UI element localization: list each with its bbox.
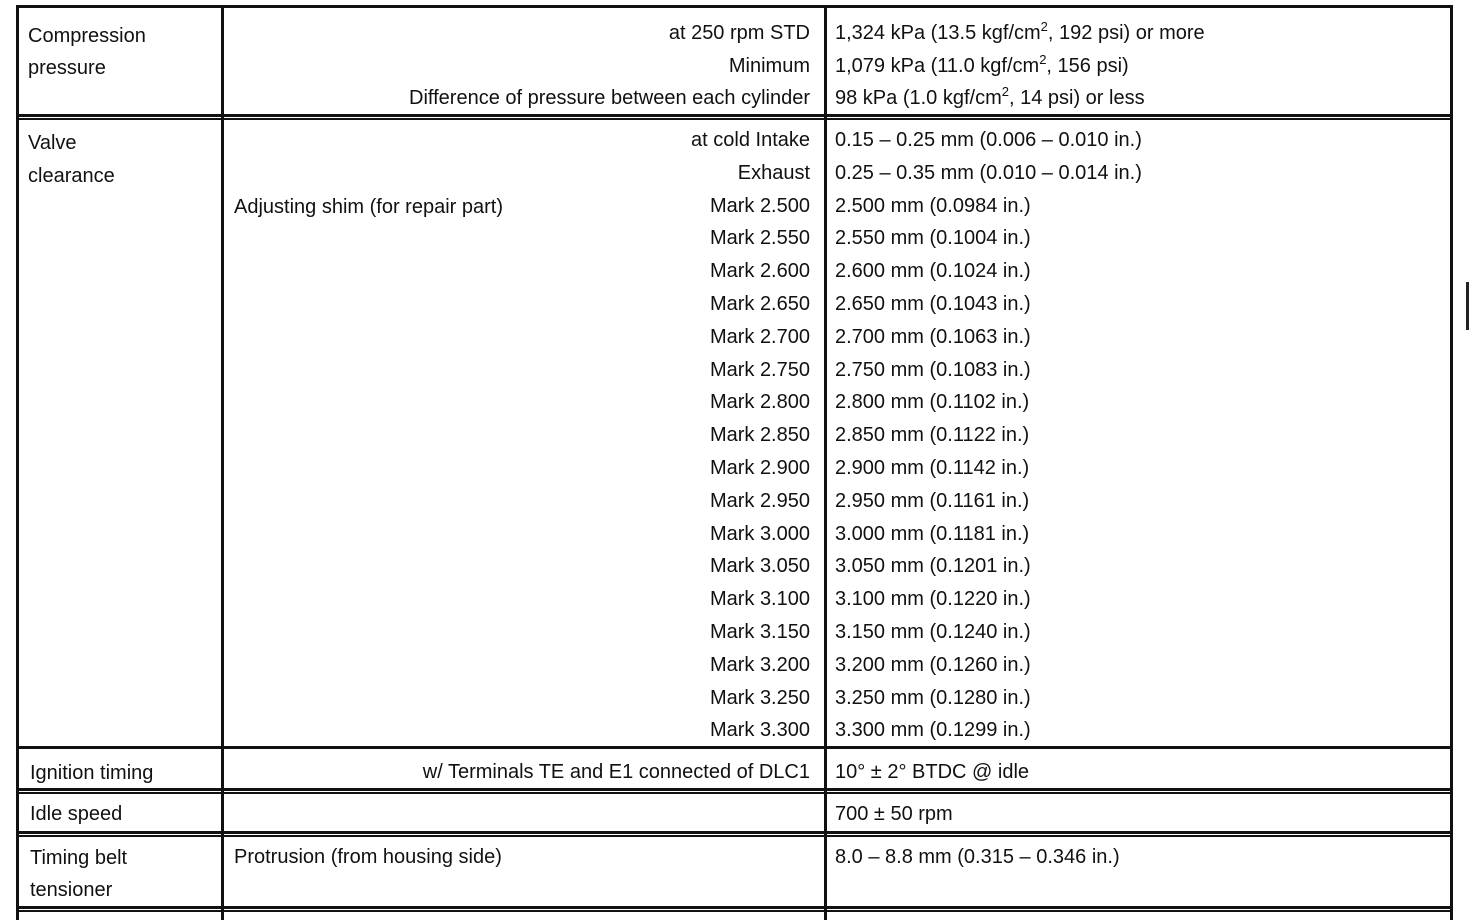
compression-value-difference: 98 kPa (1.0 kgf/$cm^2$, 14 psi) or less	[835, 84, 1145, 109]
valve-value: 2.800 mm (0.1102 in.)	[835, 391, 1030, 413]
row-divider-idle-double	[16, 835, 1453, 837]
valve-value: 3.150 mm (0.1240 in.)	[835, 621, 1031, 643]
row-divider-compression-double	[16, 118, 1453, 120]
valve-value: 3.050 mm (0.1201 in.)	[835, 555, 1031, 577]
valve-condition: Mark 2.900	[709, 457, 810, 479]
page-edge-mark	[1466, 282, 1469, 330]
valve-condition: Mark 2.500	[709, 195, 810, 217]
valve-value: 2.850 mm (0.1122 in.)	[835, 424, 1030, 446]
valve-value: 2.750 mm (0.1083 in.)	[835, 359, 1031, 381]
valve-condition: Mark 3.050	[709, 555, 810, 577]
valve-value: 3.000 mm (0.1181 in.)	[835, 523, 1030, 545]
valve-value: 2.900 mm (0.1142 in.)	[835, 457, 1030, 479]
valve-condition: Mark 2.750	[709, 359, 810, 381]
compression-condition-minimum: Minimum	[728, 55, 810, 77]
valve-condition: at cold Intake	[691, 129, 810, 151]
valve-condition: Mark 3.300	[709, 719, 810, 741]
valve-value: 2.600 mm (0.1024 in.)	[835, 260, 1031, 282]
compression-value-minimum: 1,079 kPa (11.0 kgf/$cm^2$, 156 psi)	[835, 52, 1129, 77]
valve-value: 3.300 mm (0.1299 in.)	[835, 719, 1031, 741]
compression-condition-difference: Difference of pressure between each cylinder	[409, 87, 810, 109]
valve-value: 2.500 mm (0.0984 in.)	[835, 195, 1031, 217]
tensioner-label-line2: tensioner	[30, 879, 113, 901]
table-left-rule	[16, 5, 19, 920]
valve-condition: Mark 3.000	[709, 523, 810, 545]
column-rule-2	[824, 5, 827, 920]
ignition-label: Ignition timing	[30, 762, 154, 784]
row-divider-tensioner	[16, 906, 1453, 909]
valve-condition: Exhaust	[737, 162, 810, 184]
valve-value: 2.700 mm (0.1063 in.)	[835, 326, 1031, 348]
idle-label: Idle speed	[30, 803, 123, 825]
compression-label-line2: pressure	[28, 57, 106, 79]
adjusting-shim-label: Adjusting shim (for repair part)	[234, 196, 503, 218]
column-rule-1	[221, 5, 224, 920]
ignition-value: 10° ± 2° BTDC @ idle	[835, 761, 1030, 783]
valve-value: 3.250 mm (0.1280 in.)	[835, 687, 1031, 709]
compression-condition-std: at 250 rpm STD	[668, 22, 810, 44]
idle-value: 700 ± 50 rpm	[835, 803, 953, 825]
compression-label-line1: Compression	[28, 25, 146, 47]
valve-condition: Mark 2.850	[709, 424, 810, 446]
valve-value: 2.550 mm (0.1004 in.)	[835, 227, 1031, 249]
valve-condition: Mark 2.600	[709, 260, 810, 282]
valve-condition: Mark 2.700	[709, 326, 810, 348]
valve-value: 3.200 mm (0.1260 in.)	[835, 654, 1031, 676]
valve-condition: Mark 3.200	[709, 654, 810, 676]
table-top-rule	[16, 5, 1453, 8]
ignition-condition: w/ Terminals TE and E1 connected of DLC1	[422, 761, 810, 783]
row-divider-tensioner-double	[16, 910, 1453, 912]
valve-condition: Mark 3.100	[709, 588, 810, 610]
valve-value: 2.950 mm (0.1161 in.)	[835, 490, 1030, 512]
valve-value: 2.650 mm (0.1043 in.)	[835, 293, 1031, 315]
valve-condition: Mark 3.150	[709, 621, 810, 643]
valve-condition: Mark 2.650	[709, 293, 810, 315]
row-divider-idle	[16, 831, 1453, 834]
valve-condition: Mark 3.250	[709, 687, 810, 709]
valve-value: 0.15 – 0.25 mm (0.006 – 0.010 in.)	[835, 129, 1142, 151]
tensioner-label-line1: Timing belt	[30, 847, 128, 869]
valve-value: 0.25 – 0.35 mm (0.010 – 0.014 in.)	[835, 162, 1142, 184]
tensioner-condition: Protrusion (from housing side)	[234, 846, 502, 868]
valve-condition: Mark 2.800	[709, 391, 810, 413]
row-divider-ignition-double	[16, 792, 1453, 794]
compression-value-std: 1,324 kPa (13.5 kgf/$cm^2$, 192 psi) or more	[835, 19, 1205, 44]
table-right-rule	[1450, 5, 1453, 920]
valve-condition: Mark 2.950	[709, 490, 810, 512]
valve-label-line2: clearance	[28, 165, 115, 187]
valve-value: 3.100 mm (0.1220 in.)	[835, 588, 1031, 610]
valve-condition: Mark 2.550	[709, 227, 810, 249]
valve-label-line1: Valve	[28, 132, 77, 154]
tensioner-value: 8.0 – 8.8 mm (0.315 – 0.346 in.)	[835, 846, 1120, 868]
